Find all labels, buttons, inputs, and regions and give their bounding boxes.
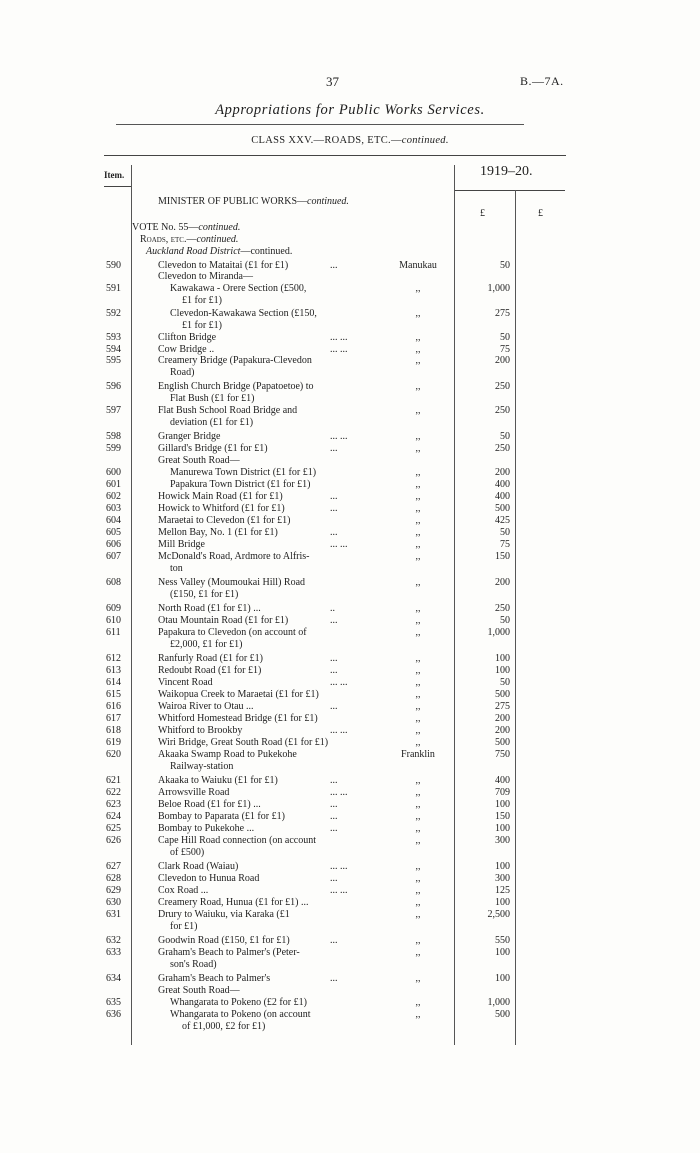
district-name: ,, [415, 973, 421, 984]
item-description: Goodwin Road (£150, £1 for £1) [158, 935, 290, 946]
item-description: £2,000, £1 for £1) [170, 639, 243, 650]
item-description: Whitford to Brookby [158, 725, 243, 736]
vote-continued: continued. [198, 222, 241, 233]
amount-value: 100 [495, 973, 510, 984]
item-description: of £1,000, £2 for £1) [182, 1021, 266, 1032]
leader-dots: ... [330, 615, 338, 626]
district-name: ,, [415, 811, 421, 822]
year-column-header: 1919–20. [480, 164, 533, 179]
amount-value: 709 [495, 787, 510, 798]
district-name: ,, [415, 947, 421, 958]
item-number: 603 [106, 503, 121, 514]
district-name: ,, [415, 885, 421, 896]
district-name: ,, [415, 997, 421, 1008]
item-number: 604 [106, 515, 121, 526]
item-description: Vincent Road [158, 677, 213, 688]
item-number: 606 [106, 539, 121, 550]
item-description: Manurewa Town District (£1 for £1) [170, 467, 317, 478]
leader-dots: ... ... [330, 677, 348, 688]
item-description: Railway-station [170, 761, 234, 772]
item-description: Redoubt Road (£1 for £1) [158, 665, 262, 676]
amount-value: 500 [495, 503, 510, 514]
leader-dots: ... [330, 653, 338, 664]
leader-dots: ... [330, 491, 338, 502]
district-name: ,, [415, 615, 421, 626]
amount-value: 50 [500, 677, 510, 688]
district-continued: —continued. [240, 246, 293, 257]
district-name: ,, [415, 515, 421, 526]
amount-value: 400 [495, 775, 510, 786]
class-heading-continued: continued. [401, 135, 449, 146]
amount-value: 50 [500, 431, 510, 442]
district-name: ,, [415, 897, 421, 908]
item-description: Arrowsville Road [158, 787, 230, 798]
amount-value: 250 [495, 381, 510, 392]
item-number: 596 [106, 381, 121, 392]
item-description: (£150, £1 for £1) [170, 589, 239, 600]
item-number: 595 [106, 355, 121, 366]
item-number: 613 [106, 665, 121, 676]
page-title: Appropriations for Public Works Services. [215, 102, 485, 118]
item-description: Clevedon to Hunua Road [158, 873, 260, 884]
item-description: Clevedon-Kawakawa Section (£150, [170, 308, 317, 319]
item-number: 629 [106, 885, 121, 896]
item-description: Graham's Beach to Palmer's [158, 973, 271, 984]
item-description: McDonald's Road, Ardmore to Alfris- [158, 551, 310, 562]
item-number: 599 [106, 443, 121, 454]
item-number: 634 [106, 973, 121, 984]
amount-value: 2,500 [487, 909, 510, 920]
leader-dots: ... [330, 503, 338, 514]
amount-value: 500 [495, 1009, 510, 1020]
item-number: 592 [106, 308, 121, 319]
amount-value: 200 [495, 355, 510, 366]
leader-dots: ... [330, 260, 338, 271]
item-number: 630 [106, 897, 121, 908]
amount-value: 150 [495, 811, 510, 822]
amount-value: 100 [495, 653, 510, 664]
item-number: 617 [106, 713, 121, 724]
pound-symbol-column-1: £ [480, 208, 485, 219]
amount-value: 50 [500, 527, 510, 538]
district-name: ,, [415, 701, 421, 712]
district-name: ,, [415, 713, 421, 724]
class-heading-text: CLASS XXV.—ROADS, ETC.— [251, 135, 402, 146]
item-number: 602 [106, 491, 121, 502]
year-header-rule [455, 190, 565, 191]
item-number: 635 [106, 997, 121, 1008]
item-column-divider [131, 165, 132, 1045]
item-description: Clevedon to Miranda— [158, 271, 253, 282]
amount-value: 275 [495, 308, 510, 319]
item-number: 625 [106, 823, 121, 834]
vote-number: VOTE No. 55— [132, 222, 199, 233]
item-description: Kawakawa - Orere Section (£500, [170, 283, 307, 294]
amount-column-divider-mid [515, 190, 516, 1045]
district-name: ,, [415, 653, 421, 664]
item-description: Clifton Bridge [158, 332, 217, 343]
district-name: ,, [415, 603, 421, 614]
item-number: 609 [106, 603, 121, 614]
amount-value: 100 [495, 861, 510, 872]
item-description: Maraetai to Clevedon (£1 for £1) [158, 515, 291, 526]
district-name: ,, [415, 873, 421, 884]
item-description: Waikopua Creek to Maraetai (£1 for £1) [158, 689, 319, 700]
amount-value: 300 [495, 873, 510, 884]
item-number: 623 [106, 799, 121, 810]
district-name: ,, [415, 935, 421, 946]
item-description: £1 for £1) [182, 295, 222, 306]
district-name: ,, [415, 835, 421, 846]
district-name: ,, [415, 467, 421, 478]
item-number: 615 [106, 689, 121, 700]
leader-dots: ... ... [330, 787, 348, 798]
item-description: ton [170, 563, 183, 574]
item-description: Flat Bush School Road Bridge and [158, 405, 298, 416]
leader-dots: ... [330, 527, 338, 538]
item-description: Creamery Road, Hunua (£1 for £1) ... [158, 897, 309, 908]
item-number: 607 [106, 551, 121, 562]
amount-value: 100 [495, 897, 510, 908]
district-name: ,, [415, 503, 421, 514]
item-description: Howick to Whitford (£1 for £1) [158, 503, 285, 514]
district-name: ,, [415, 677, 421, 688]
leader-dots: ... ... [330, 344, 348, 355]
item-number: 590 [106, 260, 121, 271]
item-description: Whangarata to Pokeno (£2 for £1) [170, 997, 307, 1008]
district-name: ,, [415, 308, 421, 319]
section-minister: MINISTER OF PUBLIC WORKS— [158, 196, 307, 207]
district-name: ,, [415, 799, 421, 810]
leader-dots: ... [330, 823, 338, 834]
item-header-rule [104, 186, 131, 187]
district-name: ,, [415, 527, 421, 538]
item-number: 628 [106, 873, 121, 884]
item-description: Granger Bridge [158, 431, 221, 442]
leader-dots: ... ... [330, 725, 348, 736]
item-number: 624 [106, 811, 121, 822]
leader-dots: ... [330, 973, 338, 984]
district-name: Manukau [399, 260, 437, 271]
leader-dots: ... [330, 775, 338, 786]
amount-value: 750 [495, 749, 510, 760]
item-number: 594 [106, 344, 121, 355]
amount-value: 250 [495, 603, 510, 614]
district-name: ,, [415, 551, 421, 562]
leader-dots: ... ... [330, 885, 348, 896]
item-number: 618 [106, 725, 121, 736]
item-number: 611 [106, 627, 121, 638]
district-name: Auckland Road District [146, 246, 241, 257]
item-description: Clark Road (Waiau) [158, 861, 239, 872]
table-top-rule [104, 155, 566, 156]
item-description: Akaaka to Waiuku (£1 for £1) [158, 775, 278, 786]
item-description: Otau Mountain Road (£1 for £1) [158, 615, 289, 626]
item-number: 605 [106, 527, 121, 538]
item-description: £1 for £1) [182, 320, 222, 331]
leader-dots: ... [330, 935, 338, 946]
roads-continued: continued. [196, 234, 239, 245]
district-name: ,, [415, 431, 421, 442]
district-name: ,, [415, 539, 421, 550]
item-description: Creamery Bridge (Papakura-Clevedon [158, 355, 312, 366]
item-description: Mellon Bay, No. 1 (£1 for £1) [158, 527, 278, 538]
item-description: Clevedon to Mataitai (£1 for £1) [158, 260, 289, 271]
amount-value: 1,000 [487, 627, 510, 638]
item-number: 627 [106, 861, 121, 872]
leader-dots: ... [330, 811, 338, 822]
amount-value: 100 [495, 665, 510, 676]
amount-column-divider-left [454, 165, 455, 1045]
amount-value: 300 [495, 835, 510, 846]
district-name: ,, [415, 344, 421, 355]
amount-value: 200 [495, 725, 510, 736]
district-name: ,, [415, 787, 421, 798]
amount-value: 50 [500, 332, 510, 343]
district-name: ,, [415, 381, 421, 392]
leader-dots: ... [330, 701, 338, 712]
item-number: 636 [106, 1009, 121, 1020]
item-description: Ranfurly Road (£1 for £1) [158, 653, 263, 664]
leader-dots: ... [330, 443, 338, 454]
amount-value: 275 [495, 701, 510, 712]
item-description: Howick Main Road (£1 for £1) [158, 491, 283, 502]
item-description: son's Road) [170, 959, 217, 970]
item-number: 619 [106, 737, 121, 748]
item-description: deviation (£1 for £1) [170, 417, 254, 428]
item-number: 610 [106, 615, 121, 626]
leader-dots: ... ... [330, 861, 348, 872]
amount-value: 200 [495, 713, 510, 724]
item-description: Beloe Road (£1 for £1) ... [158, 799, 261, 810]
item-description: Cow Bridge .. [158, 344, 215, 355]
district-name: ,, [415, 775, 421, 786]
district-name: ,, [415, 332, 421, 343]
amount-value: 50 [500, 260, 510, 271]
amount-value: 200 [495, 577, 510, 588]
item-description: Akaaka Swamp Road to Pukekohe [158, 749, 297, 760]
item-description: Ness Valley (Moumoukai Hill) Road [158, 577, 306, 588]
amount-value: 125 [495, 885, 510, 896]
amount-value: 500 [495, 689, 510, 700]
amount-value: 400 [495, 491, 510, 502]
district-name: ,, [415, 405, 421, 416]
item-description: of £500) [170, 847, 205, 858]
item-description: Bombay to Pukekohe ... [158, 823, 255, 834]
item-description: Papakura to Clevedon (on account of [158, 627, 307, 638]
amount-value: 250 [495, 405, 510, 416]
leader-dots: .. [330, 603, 335, 614]
district-name: ,, [415, 737, 421, 748]
amount-value: 1,000 [487, 997, 510, 1008]
item-number: 621 [106, 775, 121, 786]
amount-value: 100 [495, 799, 510, 810]
amount-value: 1,000 [487, 283, 510, 294]
item-description: Wairoa River to Otau ... [158, 701, 254, 712]
item-description: for £1) [170, 921, 198, 932]
item-column-header: Item. [104, 170, 125, 180]
item-number: 620 [106, 749, 121, 760]
item-description: Road) [170, 367, 195, 378]
amount-value: 400 [495, 479, 510, 490]
amount-value: 250 [495, 443, 510, 454]
roads-label: Roads, etc.— [140, 234, 197, 245]
item-number: 591 [106, 283, 121, 294]
item-description: Wiri Bridge, Great South Road (£1 for £1) [158, 737, 329, 748]
district-name: ,, [415, 909, 421, 920]
item-number: 631 [106, 909, 121, 920]
leader-dots: ... ... [330, 431, 348, 442]
item-description: Mill Bridge [158, 539, 205, 550]
leader-dots: ... [330, 665, 338, 676]
district-name: ,, [415, 1009, 421, 1020]
item-number: 614 [106, 677, 121, 688]
leader-dots: ... ... [330, 539, 348, 550]
item-number: 598 [106, 431, 121, 442]
item-number: 633 [106, 947, 121, 958]
title-rule [116, 124, 524, 125]
district-name: ,, [415, 479, 421, 490]
page-number: 37 [326, 74, 339, 89]
item-description: Whangarata to Pokeno (on account [170, 1009, 311, 1020]
amount-value: 100 [495, 823, 510, 834]
item-number: 616 [106, 701, 121, 712]
item-number: 626 [106, 835, 121, 846]
item-description: Whitford Homestead Bridge (£1 for £1) [158, 713, 318, 724]
item-number: 632 [106, 935, 121, 946]
amount-value: 75 [500, 344, 510, 355]
item-description: Flat Bush (£1 for £1) [170, 393, 255, 404]
district-name: ,, [415, 665, 421, 676]
item-description: North Road (£1 for £1) ... [158, 603, 261, 614]
district-name: ,, [415, 577, 421, 588]
item-description: Drury to Waiuku, via Karaka (£1 [158, 909, 290, 920]
item-description: Papakura Town District (£1 for £1) [170, 479, 311, 490]
item-number: 601 [106, 479, 121, 490]
item-description: Gillard's Bridge (£1 for £1) [158, 443, 268, 454]
amount-value: 150 [495, 551, 510, 562]
item-number: 600 [106, 467, 121, 478]
item-number: 608 [106, 577, 121, 588]
amount-value: 200 [495, 467, 510, 478]
amount-value: 550 [495, 935, 510, 946]
amount-value: 100 [495, 947, 510, 958]
district-name: ,, [415, 443, 421, 454]
item-number: 612 [106, 653, 121, 664]
district-name: ,, [415, 627, 421, 638]
district-name: ,, [415, 861, 421, 872]
district-name: ,, [415, 355, 421, 366]
item-description: Bombay to Paparata (£1 for £1) [158, 811, 285, 822]
document-reference: B.—7A. [520, 74, 564, 88]
item-number: 622 [106, 787, 121, 798]
leader-dots: ... [330, 799, 338, 810]
district-name: ,, [415, 725, 421, 736]
amount-value: 75 [500, 539, 510, 550]
amount-value: 425 [495, 515, 510, 526]
amount-value: 50 [500, 615, 510, 626]
section-minister-continued: continued. [307, 196, 349, 207]
district-name: Franklin [401, 749, 435, 760]
pound-symbol-column-2: £ [538, 208, 543, 219]
item-description: English Church Bridge (Papatoetoe) to [158, 381, 314, 392]
class-heading [0, 135, 700, 146]
district-name: ,, [415, 491, 421, 502]
item-number: 593 [106, 332, 121, 343]
district-name: ,, [415, 823, 421, 834]
item-description: Graham's Beach to Palmer's (Peter- [158, 947, 300, 958]
item-number: 597 [106, 405, 121, 416]
item-description: Great South Road— [158, 985, 240, 996]
district-name: ,, [415, 689, 421, 700]
item-description: Cox Road ... [158, 885, 209, 896]
leader-dots: ... [330, 873, 338, 884]
item-description: Cape Hill Road connection (on account [158, 835, 317, 846]
amount-value: 500 [495, 737, 510, 748]
item-description: Great South Road— [158, 455, 240, 466]
district-name: ,, [415, 283, 421, 294]
leader-dots: ... ... [330, 332, 348, 343]
